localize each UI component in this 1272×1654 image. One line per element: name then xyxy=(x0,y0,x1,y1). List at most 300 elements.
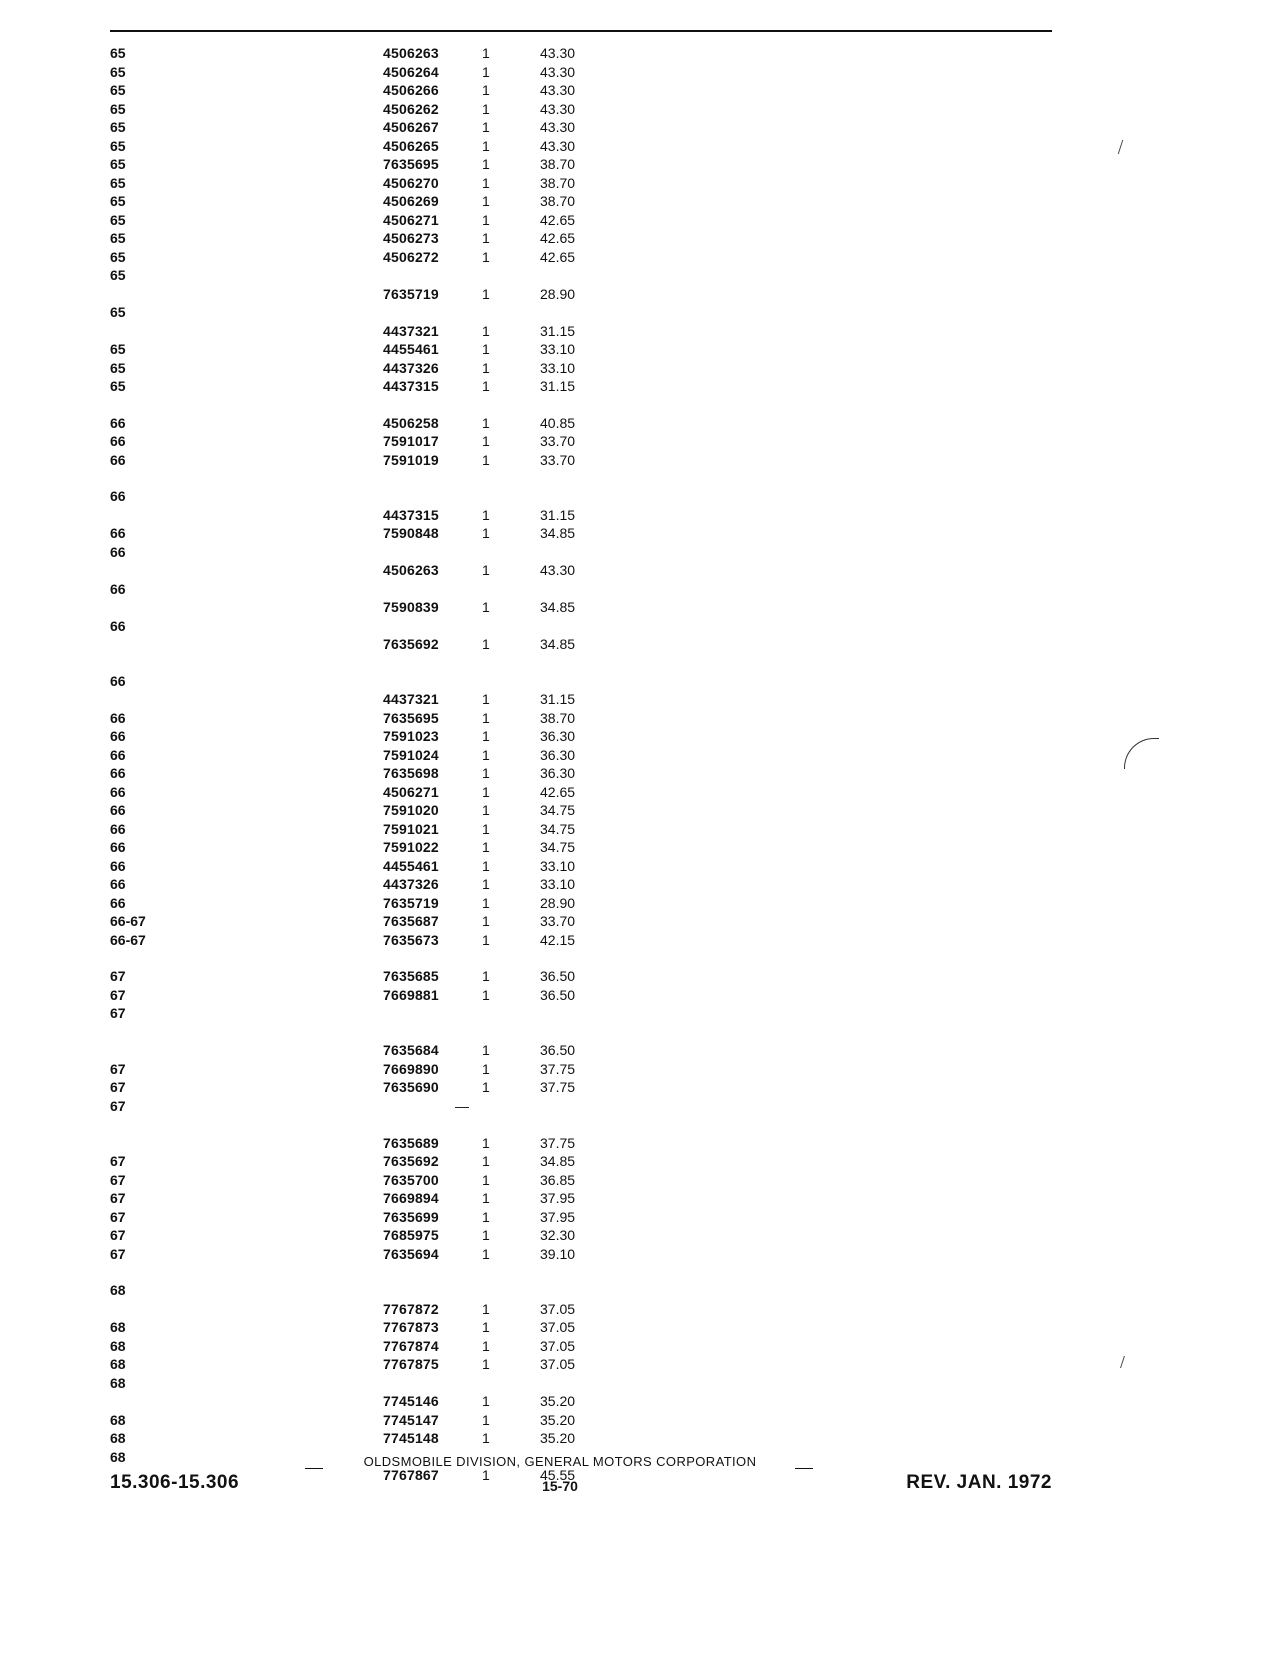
part-number: 4506272 xyxy=(383,248,439,265)
quantity: 1 xyxy=(482,562,490,578)
model-year: 65 xyxy=(110,193,126,209)
table-row xyxy=(110,322,1060,341)
table-row xyxy=(110,635,1060,654)
parts-block xyxy=(110,44,1060,396)
model-year: 67 xyxy=(110,1227,126,1243)
quantity: 1 xyxy=(482,599,490,615)
model-year: 67 xyxy=(110,1097,126,1114)
list-price: 36.85 xyxy=(540,1171,576,1188)
quantity: 1 xyxy=(482,433,490,449)
table-row xyxy=(110,727,1060,746)
quantity: 1 xyxy=(482,1060,490,1077)
part-number: 7767874 xyxy=(383,1337,439,1354)
model-year: 66 xyxy=(110,728,126,744)
model-year: 66 xyxy=(110,617,126,634)
quantity: 1 xyxy=(482,986,490,1003)
model-year: 65 xyxy=(110,267,126,283)
quantity: 1 xyxy=(482,931,490,948)
quantity: 1 xyxy=(482,746,490,763)
quantity: 1 xyxy=(482,82,490,98)
model-year: 65 xyxy=(110,248,126,265)
table-row xyxy=(110,211,1060,230)
table-row xyxy=(110,174,1060,193)
table-row xyxy=(110,432,1060,451)
table-row xyxy=(110,1134,1060,1153)
table-row xyxy=(110,986,1060,1005)
model-year: 65 xyxy=(110,45,126,61)
parts-block xyxy=(110,414,1060,470)
list-price: 43.30 xyxy=(540,137,576,154)
model-year: 66-67 xyxy=(110,931,146,948)
model-year: 66 xyxy=(110,672,126,689)
part-number: 7635698 xyxy=(383,765,439,781)
model-year: 66 xyxy=(110,876,126,892)
table-row xyxy=(110,912,1060,931)
part-number: 4506269 xyxy=(383,193,439,209)
part-number: 7591023 xyxy=(383,728,439,744)
quantity: 1 xyxy=(482,1319,490,1335)
model-year: 66 xyxy=(110,451,126,468)
quantity: 1 xyxy=(482,1411,490,1428)
part-number: 4437321 xyxy=(383,322,439,339)
list-price: 38.70 xyxy=(540,193,576,209)
list-price: 31.15 xyxy=(540,506,576,523)
quantity: 1 xyxy=(482,765,490,781)
table-row xyxy=(110,1245,1060,1264)
list-price: 37.95 xyxy=(540,1208,576,1225)
model-year: 65 xyxy=(110,100,126,117)
model-year: 66 xyxy=(110,802,126,818)
table-row xyxy=(110,1208,1060,1227)
list-price: 37.05 xyxy=(540,1356,576,1372)
part-number: 7635690 xyxy=(383,1079,439,1095)
part-number: 7635684 xyxy=(383,1042,439,1058)
list-price: 36.30 xyxy=(540,765,576,781)
part-number: 7591021 xyxy=(383,820,439,837)
list-price: 33.70 xyxy=(540,433,576,449)
quantity: 1 xyxy=(482,63,490,80)
part-number: 7767872 xyxy=(383,1300,439,1317)
table-row xyxy=(110,1004,1060,1023)
quantity: 1 xyxy=(482,913,490,929)
table-row xyxy=(110,1097,1060,1116)
list-price: 38.70 xyxy=(540,156,576,172)
list-price: 42.65 xyxy=(540,783,576,800)
model-year: 66 xyxy=(110,488,126,504)
quantity: 1 xyxy=(482,1042,490,1058)
quantity: 1 xyxy=(482,1337,490,1354)
model-year: 66 xyxy=(110,709,126,726)
list-price: 31.15 xyxy=(540,322,576,339)
model-year: 65 xyxy=(110,137,126,154)
model-year: 66 xyxy=(110,783,126,800)
part-number: 7635687 xyxy=(383,913,439,929)
part-number: 7685975 xyxy=(383,1227,439,1243)
list-price: 33.10 xyxy=(540,876,576,892)
model-year: 66 xyxy=(110,525,126,541)
part-number: 4506271 xyxy=(383,783,439,800)
table-row xyxy=(110,1023,1060,1042)
list-price: 35.20 xyxy=(540,1430,576,1446)
model-year: 66 xyxy=(110,820,126,837)
table-row xyxy=(110,857,1060,876)
part-number: 7767867 xyxy=(383,1467,439,1483)
list-price: 33.10 xyxy=(540,857,576,874)
part-number: 7635719 xyxy=(383,285,439,302)
model-year: 68 xyxy=(110,1356,126,1372)
list-price: 33.70 xyxy=(540,913,576,929)
model-year: 65 xyxy=(110,359,126,376)
table-row xyxy=(110,764,1060,783)
top-rule xyxy=(110,30,1052,32)
table-row xyxy=(110,285,1060,304)
table-row xyxy=(110,1392,1060,1411)
model-year: 66 xyxy=(110,894,126,911)
part-number: 4437315 xyxy=(383,378,439,394)
part-number: 7635700 xyxy=(383,1171,439,1188)
list-price: 34.85 xyxy=(540,1153,576,1169)
model-year: 66-67 xyxy=(110,913,146,929)
table-row xyxy=(110,377,1060,396)
part-number: 7669881 xyxy=(383,986,439,1003)
quantity: 1 xyxy=(482,248,490,265)
table-row xyxy=(110,820,1060,839)
list-price: 43.30 xyxy=(540,119,576,135)
quantity: 1 xyxy=(482,230,490,246)
list-price: 37.75 xyxy=(540,1134,576,1151)
model-year: 66 xyxy=(110,543,126,560)
list-price: 34.85 xyxy=(540,525,576,541)
table-row xyxy=(110,1041,1060,1060)
quantity: 1 xyxy=(482,1079,490,1095)
table-row xyxy=(110,229,1060,248)
list-price: 34.75 xyxy=(540,839,576,855)
list-price: 31.15 xyxy=(540,691,576,707)
list-price: 34.75 xyxy=(540,820,576,837)
list-price: 36.30 xyxy=(540,746,576,763)
table-row xyxy=(110,801,1060,820)
model-year: 67 xyxy=(110,1079,126,1095)
table-row xyxy=(110,81,1060,100)
quantity: 1 xyxy=(482,1245,490,1262)
model-year: 66 xyxy=(110,580,126,597)
table-row xyxy=(110,340,1060,359)
part-number: 7635719 xyxy=(383,894,439,911)
model-year: 68 xyxy=(110,1319,126,1335)
table-row xyxy=(110,1226,1060,1245)
quantity: 1 xyxy=(482,1171,490,1188)
margin-pencil-mark xyxy=(1118,140,1130,154)
quantity: 1 xyxy=(482,1430,490,1446)
footer-revision-date: REV. JAN. 1972 xyxy=(906,1472,1052,1493)
model-year: 65 xyxy=(110,82,126,98)
list-price: 33.70 xyxy=(540,451,576,468)
quantity: 1 xyxy=(482,1134,490,1151)
table-row xyxy=(110,1337,1060,1356)
table-row xyxy=(110,875,1060,894)
table-row xyxy=(110,248,1060,267)
quantity: 1 xyxy=(482,1300,490,1317)
model-year: 65 xyxy=(110,378,126,394)
table-row xyxy=(110,451,1060,470)
model-year: 67 xyxy=(110,1060,126,1077)
table-row xyxy=(110,1300,1060,1319)
quantity: 1 xyxy=(482,322,490,339)
part-number: 4506262 xyxy=(383,100,439,117)
parts-block xyxy=(110,672,1060,950)
list-price: 42.65 xyxy=(540,211,576,228)
list-price: 34.75 xyxy=(540,802,576,818)
part-number: 7635692 xyxy=(383,1153,439,1169)
model-year: 65 xyxy=(110,230,126,246)
part-number: 7590839 xyxy=(383,599,439,615)
list-price: 38.70 xyxy=(540,709,576,726)
part-number: 7635692 xyxy=(383,636,439,652)
part-number: 4506265 xyxy=(383,137,439,154)
part-number: 7669890 xyxy=(383,1060,439,1077)
part-number: 7635689 xyxy=(383,1134,439,1151)
quantity: 1 xyxy=(482,451,490,468)
model-year: 68 xyxy=(110,1337,126,1354)
list-price: 31.15 xyxy=(540,378,576,394)
quantity: 1 xyxy=(482,857,490,874)
table-row xyxy=(110,783,1060,802)
quantity: 1 xyxy=(482,156,490,172)
quantity: 1 xyxy=(482,193,490,209)
list-price: 35.20 xyxy=(540,1411,576,1428)
list-price: 38.70 xyxy=(540,174,576,191)
quantity: 1 xyxy=(482,783,490,800)
table-row xyxy=(110,967,1060,986)
list-price: 28.90 xyxy=(540,285,576,302)
quantity: 1 xyxy=(482,1393,490,1409)
list-price: 34.85 xyxy=(540,599,576,615)
part-number: 7635695 xyxy=(383,709,439,726)
part-number: 7635685 xyxy=(383,968,439,984)
list-price: 37.75 xyxy=(540,1060,576,1077)
table-row xyxy=(110,506,1060,525)
list-price: 37.75 xyxy=(540,1079,576,1095)
quantity: 1 xyxy=(482,709,490,726)
model-year: 66 xyxy=(110,414,126,431)
model-year: 66 xyxy=(110,857,126,874)
model-year: 66 xyxy=(110,433,126,449)
table-row xyxy=(110,266,1060,285)
model-year: 65 xyxy=(110,119,126,135)
list-price: 42.15 xyxy=(540,931,576,948)
part-number: 7635699 xyxy=(383,1208,439,1225)
part-number: 7591020 xyxy=(383,802,439,818)
model-year: 66 xyxy=(110,765,126,781)
part-number: 7767875 xyxy=(383,1356,439,1372)
table-row xyxy=(110,1318,1060,1337)
model-year: 67 xyxy=(110,1153,126,1169)
list-price: 42.65 xyxy=(540,248,576,265)
table-row xyxy=(110,100,1060,119)
quantity: 1 xyxy=(482,1153,490,1169)
table-row xyxy=(110,690,1060,709)
table-row xyxy=(110,672,1060,691)
parts-table xyxy=(110,44,1060,1485)
model-year: 66 xyxy=(110,839,126,855)
list-price: 37.95 xyxy=(540,1190,576,1206)
part-number: 4506271 xyxy=(383,211,439,228)
part-number: 7591017 xyxy=(383,433,439,449)
table-row xyxy=(110,561,1060,580)
quantity: 1 xyxy=(482,341,490,357)
list-price: 35.20 xyxy=(540,1393,576,1409)
model-year: 65 xyxy=(110,211,126,228)
part-number: 7767873 xyxy=(383,1319,439,1335)
table-row xyxy=(110,1060,1060,1079)
footer-section-number: 15.306-15.306 xyxy=(110,1472,240,1493)
list-price: 33.10 xyxy=(540,359,576,376)
part-number: 4437315 xyxy=(383,506,439,523)
table-row xyxy=(110,617,1060,636)
footer-publisher: OLDSMOBILE DIVISION, GENERAL MOTORS CORPORATION xyxy=(363,1454,757,1469)
part-number: 4437326 xyxy=(383,359,439,376)
footer-rule-right xyxy=(795,1468,813,1469)
quantity: 1 xyxy=(482,378,490,394)
parts-block xyxy=(110,967,1060,1263)
list-price: 37.05 xyxy=(540,1319,576,1335)
table-row xyxy=(110,155,1060,174)
part-number: 7635694 xyxy=(383,1245,439,1262)
part-number: 4455461 xyxy=(383,341,439,357)
quantity: 1 xyxy=(482,211,490,228)
margin-pencil-mark xyxy=(1120,1356,1129,1368)
model-year: 65 xyxy=(110,174,126,191)
model-year: 67 xyxy=(110,1208,126,1225)
model-year: 66 xyxy=(110,746,126,763)
table-row xyxy=(110,894,1060,913)
part-number: 7591024 xyxy=(383,746,439,763)
parts-block xyxy=(110,487,1060,654)
list-price: 37.05 xyxy=(540,1337,576,1354)
quantity: 1 xyxy=(482,876,490,892)
part-number: 4506273 xyxy=(383,230,439,246)
table-row xyxy=(110,359,1060,378)
quantity: 1 xyxy=(482,1467,490,1483)
part-number: 4506266 xyxy=(383,82,439,98)
model-year: 68 xyxy=(110,1374,126,1391)
table-row xyxy=(110,414,1060,433)
part-number: 4437321 xyxy=(383,691,439,707)
quantity: 1 xyxy=(482,1227,490,1243)
part-number: 7745147 xyxy=(383,1411,439,1428)
quantity: 1 xyxy=(482,636,490,652)
part-number: 7745148 xyxy=(383,1430,439,1446)
quantity: 1 xyxy=(482,506,490,523)
table-row xyxy=(110,838,1060,857)
quantity: 1 xyxy=(482,1190,490,1206)
list-price: 32.30 xyxy=(540,1227,576,1243)
model-year: 67 xyxy=(110,1171,126,1188)
footer-page-number: 15-70 xyxy=(542,1478,578,1494)
quantity: 1 xyxy=(482,691,490,707)
quantity: 1 xyxy=(482,100,490,117)
table-row xyxy=(110,1355,1060,1374)
table-row xyxy=(110,524,1060,543)
table-row xyxy=(110,303,1060,322)
table-row xyxy=(110,1429,1060,1448)
model-year: 67 xyxy=(110,986,126,1003)
quantity: 1 xyxy=(482,45,490,61)
list-price: 28.90 xyxy=(540,894,576,911)
quantity: 1 xyxy=(482,414,490,431)
list-price: 42.65 xyxy=(540,230,576,246)
part-number: 4506263 xyxy=(383,562,439,578)
quantity: 1 xyxy=(482,839,490,855)
table-row xyxy=(110,598,1060,617)
table-row xyxy=(110,137,1060,156)
list-price: 43.30 xyxy=(540,63,576,80)
part-number: 4506264 xyxy=(383,63,439,80)
quantity: 1 xyxy=(482,174,490,191)
table-row xyxy=(110,709,1060,728)
part-number: 7635695 xyxy=(383,156,439,172)
margin-pencil-mark xyxy=(1124,738,1159,769)
table-row xyxy=(110,1411,1060,1430)
part-number: 4437326 xyxy=(383,876,439,892)
list-price: 34.85 xyxy=(540,636,576,652)
list-price: 43.30 xyxy=(540,82,576,98)
list-price: 36.50 xyxy=(540,968,576,984)
model-year: 65 xyxy=(110,304,126,320)
model-year: 65 xyxy=(110,156,126,172)
table-row xyxy=(110,1189,1060,1208)
list-price: 45.55 xyxy=(540,1467,576,1483)
list-price: 43.30 xyxy=(540,100,576,117)
part-number: 4506263 xyxy=(383,45,439,61)
table-row xyxy=(110,931,1060,950)
list-price: 43.30 xyxy=(540,562,576,578)
table-row xyxy=(110,580,1060,599)
part-number: 4455461 xyxy=(383,857,439,874)
list-price: 36.50 xyxy=(540,986,576,1003)
table-row xyxy=(110,1152,1060,1171)
list-price: 39.10 xyxy=(540,1245,576,1262)
model-year: 67 xyxy=(110,1005,126,1021)
model-year: 68 xyxy=(110,1282,126,1298)
table-row xyxy=(110,63,1060,82)
table-row xyxy=(110,543,1060,562)
part-number: 7591022 xyxy=(383,839,439,855)
model-year: 67 xyxy=(110,968,126,984)
quantity: 1 xyxy=(482,894,490,911)
part-number: — xyxy=(455,1097,470,1114)
model-year: 68 xyxy=(110,1448,126,1465)
table-row xyxy=(110,487,1060,506)
model-year: 68 xyxy=(110,1411,126,1428)
part-number: 7669894 xyxy=(383,1190,439,1206)
table-row xyxy=(110,1115,1060,1134)
quantity: 1 xyxy=(482,1208,490,1225)
quantity: 1 xyxy=(482,137,490,154)
list-price: 36.50 xyxy=(540,1042,576,1058)
model-year: 68 xyxy=(110,1430,126,1446)
quantity: 1 xyxy=(482,359,490,376)
model-year: 67 xyxy=(110,1245,126,1262)
quantity: 1 xyxy=(482,728,490,744)
part-number: 7635673 xyxy=(383,931,439,948)
part-number: 4506258 xyxy=(383,414,439,431)
part-number: 7745146 xyxy=(383,1393,439,1409)
table-row xyxy=(110,44,1060,63)
table-row xyxy=(110,746,1060,765)
list-price: 36.30 xyxy=(540,728,576,744)
quantity: 1 xyxy=(482,525,490,541)
